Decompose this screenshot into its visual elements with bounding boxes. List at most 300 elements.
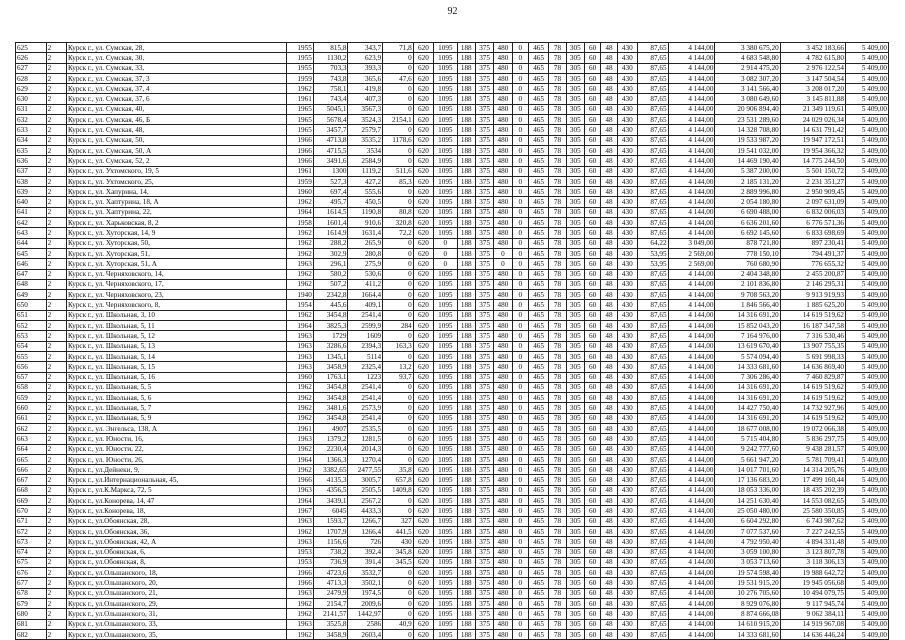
cell-v1: 19 531 915,20 xyxy=(715,578,780,588)
cell-k2: 1095 xyxy=(434,568,457,578)
cell-v3: 5 409,00 xyxy=(846,465,889,475)
table-row xyxy=(16,197,889,207)
cell-k7: 465 xyxy=(528,516,548,526)
cell-v2: 17 499 160,44 xyxy=(780,475,845,485)
cell-k1: 620 xyxy=(413,413,433,423)
cell-k3: 188 xyxy=(457,496,475,506)
cell-k4: 375 xyxy=(475,444,493,454)
cell-r1: 4 144,00 xyxy=(668,444,715,454)
cell-k10: 60 xyxy=(584,218,600,228)
cell-k4: 375 xyxy=(475,557,493,567)
cell-k6: 0 xyxy=(512,166,528,176)
cell-g: 2 xyxy=(46,238,66,248)
cell-k13: 87,65 xyxy=(637,403,668,413)
cell-k9: 305 xyxy=(566,547,584,557)
cell-k7: 465 xyxy=(528,279,548,289)
cell-v3: 5 409,00 xyxy=(846,145,889,155)
cell-k5: 480 xyxy=(494,156,512,166)
cell-v3: 5 409,00 xyxy=(846,537,889,547)
cell-a1: 2342,8 xyxy=(313,290,348,300)
cell-k10: 60 xyxy=(584,485,600,495)
cell-k1: 620 xyxy=(413,629,433,639)
cell-year: 1963 xyxy=(287,537,314,547)
cell-k7: 465 xyxy=(528,496,548,506)
cell-v2: 794 491,37 xyxy=(780,248,845,258)
cell-k1: 620 xyxy=(413,341,433,351)
cell-v2: 14 636 446,24 xyxy=(780,629,845,639)
cell-k3: 188 xyxy=(457,372,475,382)
cell-k8: 78 xyxy=(549,207,566,217)
cell-k11: 48 xyxy=(601,166,617,176)
cell-n: 652 xyxy=(16,321,47,331)
cell-r1: 4 144,00 xyxy=(668,94,715,104)
cell-k11: 48 xyxy=(601,341,617,351)
cell-year: 1962 xyxy=(287,413,314,423)
cell-k9: 305 xyxy=(566,413,584,423)
cell-r1: 4 144,00 xyxy=(668,125,715,135)
cell-v3: 5 409,00 xyxy=(846,331,889,341)
cell-v2: 3 208 017,20 xyxy=(780,84,845,94)
cell-a3: 0 xyxy=(383,413,414,423)
cell-k6: 0 xyxy=(512,526,528,536)
cell-k6: 0 xyxy=(512,197,528,207)
cell-k2: 1095 xyxy=(434,423,457,433)
cell-a1: 495,7 xyxy=(313,197,348,207)
cell-k7: 465 xyxy=(528,619,548,629)
cell-r1: 4 144,00 xyxy=(668,403,715,413)
cell-v2: 14 619 519,62 xyxy=(780,413,845,423)
cell-v3: 5 409,00 xyxy=(846,372,889,382)
cell-year: 1962 xyxy=(287,279,314,289)
cell-k7: 465 xyxy=(528,104,548,114)
cell-k3: 188 xyxy=(457,588,475,598)
cell-g: 2 xyxy=(46,403,66,413)
cell-addr: Курск г., ул. Хуторская, 51, А xyxy=(66,259,286,269)
cell-k6: 0 xyxy=(512,135,528,145)
cell-k2: 1095 xyxy=(434,393,457,403)
cell-k3: 188 xyxy=(457,63,475,73)
cell-a2: 555,6 xyxy=(348,187,383,197)
cell-a2: 2014,3 xyxy=(348,444,383,454)
cell-g: 2 xyxy=(46,465,66,475)
cell-addr: Курск г., ул. Сумская, 33, xyxy=(66,63,286,73)
cell-k11: 48 xyxy=(601,187,617,197)
cell-k12: 430 xyxy=(617,166,637,176)
cell-k3: 188 xyxy=(457,341,475,351)
cell-k11: 48 xyxy=(601,444,617,454)
cell-addr: Курск г., ул. Харьковская, 8, 2 xyxy=(66,218,286,228)
cell-k6: 0 xyxy=(512,238,528,248)
cell-v1: 5 574 094,40 xyxy=(715,351,780,361)
cell-k13: 87,65 xyxy=(637,372,668,382)
cell-v2: 5 836 297,75 xyxy=(780,434,845,444)
cell-k2: 1095 xyxy=(434,135,457,145)
cell-year: 1966 xyxy=(287,135,314,145)
cell-a3: 0 xyxy=(383,588,414,598)
cell-year: 1955 xyxy=(287,53,314,63)
cell-a1: 1601,4 xyxy=(313,218,348,228)
cell-k11: 48 xyxy=(601,506,617,516)
cell-k5: 480 xyxy=(494,568,512,578)
cell-k8: 78 xyxy=(549,382,566,392)
table-row xyxy=(16,454,889,464)
cell-k3: 188 xyxy=(457,218,475,228)
cell-k6: 0 xyxy=(512,351,528,361)
cell-v1: 15 852 043,20 xyxy=(715,321,780,331)
cell-k6: 0 xyxy=(512,465,528,475)
cell-k2: 1095 xyxy=(434,218,457,228)
cell-k10: 60 xyxy=(584,341,600,351)
cell-year: 1966 xyxy=(287,568,314,578)
cell-k2: 1095 xyxy=(434,228,457,238)
cell-k4: 375 xyxy=(475,94,493,104)
cell-k5: 480 xyxy=(494,269,512,279)
cell-r1: 4 144,00 xyxy=(668,187,715,197)
cell-k1: 620 xyxy=(413,53,433,63)
cell-n: 660 xyxy=(16,403,47,413)
cell-k11: 48 xyxy=(601,537,617,547)
cell-v1: 6 604 292,80 xyxy=(715,516,780,526)
cell-k3: 188 xyxy=(457,537,475,547)
cell-year: 1962 xyxy=(287,269,314,279)
cell-k9: 305 xyxy=(566,331,584,341)
cell-k3: 188 xyxy=(457,516,475,526)
cell-k8: 78 xyxy=(549,115,566,125)
cell-k6: 0 xyxy=(512,588,528,598)
cell-k5: 480 xyxy=(494,238,512,248)
cell-k8: 78 xyxy=(549,485,566,495)
cell-addr: Курск г., ул. Хуторская, 51, xyxy=(66,248,286,258)
cell-k11: 48 xyxy=(601,197,617,207)
cell-k12: 430 xyxy=(617,197,637,207)
cell-k11: 48 xyxy=(601,145,617,155)
cell-k1: 620 xyxy=(413,496,433,506)
cell-k9: 305 xyxy=(566,207,584,217)
cell-k11: 48 xyxy=(601,259,617,269)
cell-k9: 305 xyxy=(566,238,584,248)
cell-addr: Курск г., ул.Ольшанского, 31, xyxy=(66,609,286,619)
cell-k12: 430 xyxy=(617,372,637,382)
cell-a3: 0 xyxy=(383,238,414,248)
cell-g: 2 xyxy=(46,53,66,63)
cell-k3: 188 xyxy=(457,279,475,289)
cell-k5: 480 xyxy=(494,403,512,413)
cell-v2: 16 187 347,58 xyxy=(780,321,845,331)
cell-k7: 465 xyxy=(528,526,548,536)
cell-a3: 657,8 xyxy=(383,475,414,485)
cell-a3: 80,8 xyxy=(383,207,414,217)
cell-k11: 48 xyxy=(601,351,617,361)
cell-k4: 375 xyxy=(475,454,493,464)
cell-a3: 0 xyxy=(383,156,414,166)
cell-v1: 14 316 691,20 xyxy=(715,310,780,320)
cell-a3: 0 xyxy=(383,310,414,320)
cell-k2: 1095 xyxy=(434,496,457,506)
cell-a1: 3825,3 xyxy=(313,321,348,331)
cell-year: 1962 xyxy=(287,403,314,413)
cell-k13: 87,65 xyxy=(637,609,668,619)
cell-r1: 4 144,00 xyxy=(668,506,715,516)
cell-r1: 4 144,00 xyxy=(668,145,715,155)
cell-k9: 305 xyxy=(566,94,584,104)
cell-g: 2 xyxy=(46,94,66,104)
cell-k2: 1095 xyxy=(434,310,457,320)
cell-a3: 0 xyxy=(383,351,414,361)
cell-k8: 78 xyxy=(549,629,566,639)
cell-k10: 60 xyxy=(584,94,600,104)
cell-k12: 430 xyxy=(617,578,637,588)
cell-g: 2 xyxy=(46,156,66,166)
cell-year: 1965 xyxy=(287,104,314,114)
cell-k9: 305 xyxy=(566,537,584,547)
cell-g: 2 xyxy=(46,372,66,382)
cell-k5: 480 xyxy=(494,444,512,454)
cell-year: 1964 xyxy=(287,454,314,464)
cell-k4: 375 xyxy=(475,516,493,526)
cell-k9: 305 xyxy=(566,372,584,382)
cell-k12: 430 xyxy=(617,321,637,331)
cell-v2: 2 976 122,54 xyxy=(780,63,845,73)
cell-k2: 1095 xyxy=(434,578,457,588)
cell-v3: 5 409,00 xyxy=(846,568,889,578)
cell-v3: 5 409,00 xyxy=(846,125,889,135)
cell-k13: 87,65 xyxy=(637,197,668,207)
cell-k4: 375 xyxy=(475,218,493,228)
cell-k6: 0 xyxy=(512,485,528,495)
cell-k9: 305 xyxy=(566,475,584,485)
cell-v2: 776 655,32 xyxy=(780,259,845,269)
cell-v3: 5 409,00 xyxy=(846,176,889,186)
cell-k11: 48 xyxy=(601,63,617,73)
cell-k4: 375 xyxy=(475,351,493,361)
cell-year: 1962 xyxy=(287,310,314,320)
cell-k12: 430 xyxy=(617,300,637,310)
cell-year: 1940 xyxy=(287,290,314,300)
cell-k9: 305 xyxy=(566,73,584,83)
cell-k1: 620 xyxy=(413,444,433,454)
cell-year: 1962 xyxy=(287,197,314,207)
cell-v2: 3 452 183,66 xyxy=(780,43,845,53)
cell-v1: 18 677 008,00 xyxy=(715,423,780,433)
cell-k1: 620 xyxy=(413,135,433,145)
cell-a2: 2599,9 xyxy=(348,321,383,331)
cell-k8: 78 xyxy=(549,104,566,114)
cell-a2: 275,9 xyxy=(348,259,383,269)
cell-v1: 9 708 563,20 xyxy=(715,290,780,300)
cell-k4: 375 xyxy=(475,84,493,94)
cell-a2: 2477,55 xyxy=(348,465,383,475)
cell-n: 655 xyxy=(16,351,47,361)
cell-a3: 1178,6 xyxy=(383,135,414,145)
cell-v2: 21 349 119,61 xyxy=(780,104,845,114)
cell-r1: 4 144,00 xyxy=(668,588,715,598)
cell-k12: 430 xyxy=(617,125,637,135)
cell-n: 668 xyxy=(16,485,47,495)
cell-k7: 465 xyxy=(528,125,548,135)
cell-k10: 60 xyxy=(584,269,600,279)
cell-k9: 305 xyxy=(566,351,584,361)
cell-k2: 1095 xyxy=(434,526,457,536)
cell-k4: 375 xyxy=(475,547,493,557)
cell-g: 2 xyxy=(46,537,66,547)
cell-k8: 78 xyxy=(549,619,566,629)
cell-n: 625 xyxy=(16,43,47,53)
cell-k3: 188 xyxy=(457,547,475,557)
cell-k9: 305 xyxy=(566,197,584,207)
cell-k5: 480 xyxy=(494,629,512,639)
cell-k12: 430 xyxy=(617,310,637,320)
cell-k12: 430 xyxy=(617,43,637,53)
cell-year: 1963 xyxy=(287,619,314,629)
cell-year: 1962 xyxy=(287,465,314,475)
cell-v2: 19 988 642,72 xyxy=(780,568,845,578)
cell-k2: 1095 xyxy=(434,125,457,135)
cell-addr: Курск г., ул. Ухтомского, 19, 5 xyxy=(66,166,286,176)
cell-k3: 188 xyxy=(457,248,475,258)
cell-k5: 480 xyxy=(494,362,512,372)
cell-v2: 2 146 295,31 xyxy=(780,279,845,289)
cell-r1: 4 144,00 xyxy=(668,434,715,444)
cell-k6: 0 xyxy=(512,599,528,609)
cell-v1: 14 328 708,80 xyxy=(715,125,780,135)
cell-k6: 0 xyxy=(512,94,528,104)
cell-k11: 48 xyxy=(601,609,617,619)
cell-k11: 48 xyxy=(601,43,617,53)
cell-v3: 5 409,00 xyxy=(846,94,889,104)
cell-k2: 1095 xyxy=(434,207,457,217)
cell-g: 2 xyxy=(46,269,66,279)
cell-a2: 1631,4 xyxy=(348,228,383,238)
cell-k1: 620 xyxy=(413,403,433,413)
cell-r1: 4 144,00 xyxy=(668,578,715,588)
cell-a2: 726 xyxy=(348,537,383,547)
cell-k5: 480 xyxy=(494,125,512,135)
cell-k13: 87,65 xyxy=(637,156,668,166)
cell-v1: 14 469 190,40 xyxy=(715,156,780,166)
cell-g: 2 xyxy=(46,454,66,464)
cell-k5: 480 xyxy=(494,382,512,392)
cell-k1: 620 xyxy=(413,465,433,475)
cell-k6: 0 xyxy=(512,228,528,238)
cell-k6: 0 xyxy=(512,269,528,279)
table-row xyxy=(16,341,889,351)
cell-k2: 1095 xyxy=(434,115,457,125)
cell-k6: 0 xyxy=(512,43,528,53)
cell-v2: 4 894 331,48 xyxy=(780,537,845,547)
cell-k8: 78 xyxy=(549,434,566,444)
cell-v3: 5 409,00 xyxy=(846,135,889,145)
cell-a2: 1190,8 xyxy=(348,207,383,217)
cell-k2: 1095 xyxy=(434,351,457,361)
cell-a3: 71,8 xyxy=(383,43,414,53)
cell-v1: 3 053 713,60 xyxy=(715,557,780,567)
cell-n: 677 xyxy=(16,578,47,588)
cell-k5: 480 xyxy=(494,290,512,300)
cell-a3: 163,3 xyxy=(383,341,414,351)
cell-k12: 430 xyxy=(617,588,637,598)
cell-addr: Курск г., ул. Сумская, 37, 3 xyxy=(66,73,286,83)
cell-k12: 430 xyxy=(617,248,637,258)
cell-k5: 480 xyxy=(494,166,512,176)
cell-k8: 78 xyxy=(549,578,566,588)
cell-k13: 87,65 xyxy=(637,454,668,464)
cell-k10: 60 xyxy=(584,547,600,557)
cell-k9: 305 xyxy=(566,53,584,63)
cell-k8: 78 xyxy=(549,516,566,526)
cell-a3: 345,5 xyxy=(383,557,414,567)
cell-k10: 60 xyxy=(584,73,600,83)
cell-k12: 430 xyxy=(617,145,637,155)
cell-k8: 78 xyxy=(549,310,566,320)
cell-a3: 0 xyxy=(383,290,414,300)
cell-k9: 305 xyxy=(566,454,584,464)
cell-a1: 4713,8 xyxy=(313,135,348,145)
cell-k4: 375 xyxy=(475,43,493,53)
cell-a3: 1409,8 xyxy=(383,485,414,495)
cell-a2: 530,6 xyxy=(348,269,383,279)
table-row xyxy=(16,578,889,588)
cell-k6: 0 xyxy=(512,362,528,372)
cell-n: 680 xyxy=(16,609,47,619)
cell-a1: 4723,6 xyxy=(313,568,348,578)
cell-k11: 48 xyxy=(601,434,617,444)
cell-k3: 188 xyxy=(457,362,475,372)
cell-r1: 4 144,00 xyxy=(668,619,715,629)
cell-k11: 48 xyxy=(601,578,617,588)
cell-n: 632 xyxy=(16,115,47,125)
cell-v3: 5 409,00 xyxy=(846,599,889,609)
cell-k4: 375 xyxy=(475,413,493,423)
cell-k10: 60 xyxy=(584,176,600,186)
cell-k10: 60 xyxy=(584,279,600,289)
cell-g: 2 xyxy=(46,568,66,578)
cell-k10: 60 xyxy=(584,413,600,423)
cell-year: 1962 xyxy=(287,629,314,639)
cell-a1: 3525,8 xyxy=(313,619,348,629)
cell-g: 2 xyxy=(46,135,66,145)
cell-k13: 87,65 xyxy=(637,588,668,598)
cell-v2: 14 619 519,62 xyxy=(780,393,845,403)
cell-a1: 1593,7 xyxy=(313,516,348,526)
cell-k3: 188 xyxy=(457,578,475,588)
cell-v2: 2 455 200,87 xyxy=(780,269,845,279)
cell-n: 666 xyxy=(16,465,47,475)
cell-v1: 14 610 915,20 xyxy=(715,619,780,629)
cell-a2: 2603,4 xyxy=(348,629,383,639)
cell-g: 2 xyxy=(46,115,66,125)
cell-k8: 78 xyxy=(549,43,566,53)
cell-k1: 620 xyxy=(413,599,433,609)
cell-k12: 430 xyxy=(617,568,637,578)
cell-k12: 430 xyxy=(617,444,637,454)
cell-k8: 78 xyxy=(549,341,566,351)
cell-k2: 1095 xyxy=(434,434,457,444)
cell-k3: 188 xyxy=(457,207,475,217)
cell-v1: 2 054 180,80 xyxy=(715,197,780,207)
cell-a1: 3454,8 xyxy=(313,382,348,392)
cell-addr: Курск г., ул. Школьная, 5, 14 xyxy=(66,351,286,361)
cell-k9: 305 xyxy=(566,290,584,300)
table-row xyxy=(16,248,889,258)
cell-a1: 3454,8 xyxy=(313,310,348,320)
cell-k8: 78 xyxy=(549,599,566,609)
cell-k3: 188 xyxy=(457,156,475,166)
cell-n: 653 xyxy=(16,331,47,341)
cell-n: 645 xyxy=(16,248,47,258)
cell-k4: 375 xyxy=(475,578,493,588)
cell-a1: 815,8 xyxy=(313,43,348,53)
cell-v3: 5 409,00 xyxy=(846,197,889,207)
